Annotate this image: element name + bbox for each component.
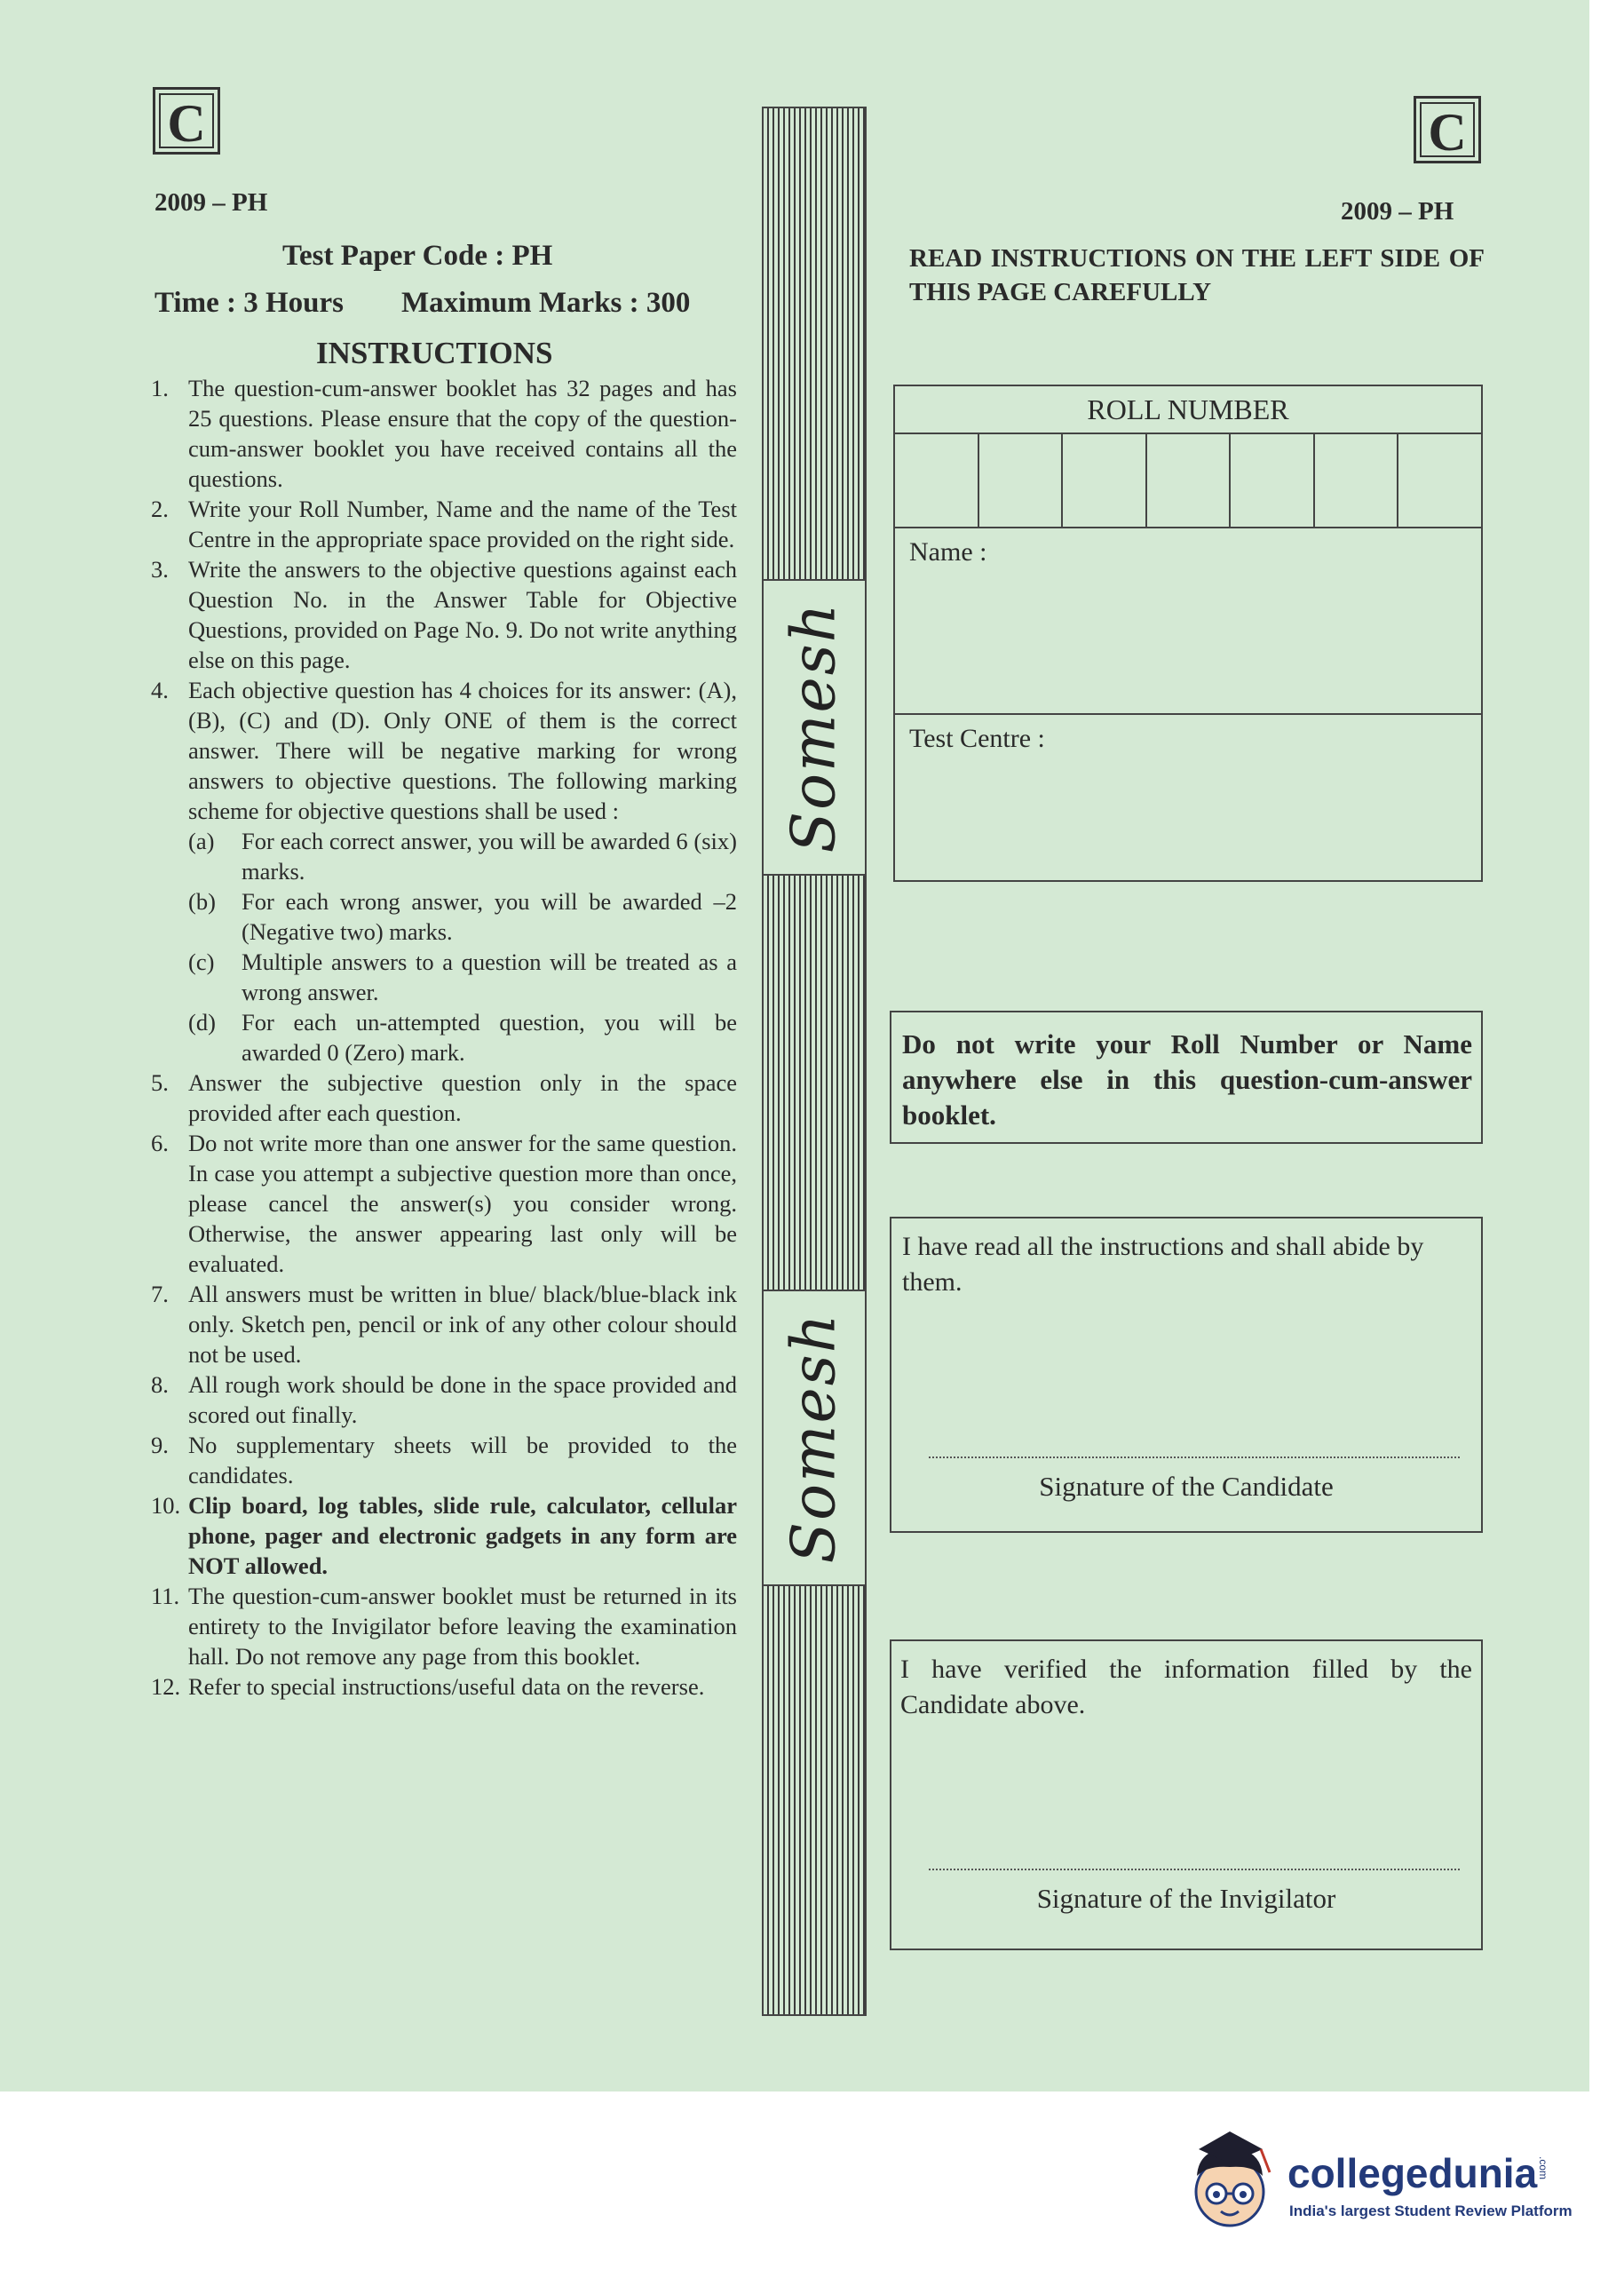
instruction-number: 10. [151,1492,181,1519]
instruction-number: 4. [151,677,169,703]
instruction-number: 8. [151,1371,169,1398]
binding-signature-top: Somesh [779,601,850,853]
time-allowed: Time : 3 Hours [154,287,344,319]
instruction-number: 12. [151,1673,181,1700]
instruction-text: Do not write more than one answer for the same question. In case you attempt a subjective question more than once, please cancel the answer(s) you consider wrong. Otherwise, the answer appearing last only will be evaluated. [188,1130,737,1277]
instruction-item [151,1671,737,1702]
roll-number-cell[interactable] [1398,433,1481,527]
binding-signature-panel [764,579,865,876]
paper-code-right: 2009 – PH [1341,197,1454,226]
test-centre-label: Test Centre : [909,724,1045,753]
instruction-item [151,1128,737,1279]
instructions-column [151,373,737,1702]
instruction-item [151,1581,737,1671]
marking-scheme-label: (a) [188,828,215,854]
instruction-item [151,1490,737,1581]
marking-scheme-label: (d) [188,1009,216,1036]
instruction-item [151,494,737,554]
marking-scheme-label: (b) [188,888,216,915]
candidate-signature-label: Signature of the Candidate [1039,1471,1334,1502]
instruction-number: 2. [151,496,169,522]
paper-set-code-right [1414,96,1481,163]
invigilator-signature-line[interactable] [929,1869,1460,1870]
paper-set-code-left [153,87,220,155]
invigilator-signature-label: Signature of the Invigilator [1036,1883,1336,1914]
instruction-number: 6. [151,1130,169,1156]
instructions-heading: INSTRUCTIONS [316,336,553,370]
marking-scheme-item [188,886,737,947]
instruction-item [151,1068,737,1128]
instruction-text: Write the answers to the objective questions against each Question No. in the Answer Table for Objective Questions, provided on Page No. 9. Do not write anything else on this page. [188,556,737,673]
marking-scheme-text: For each wrong answer, you will be awarded –2 (Negative two) marks. [242,888,737,945]
instruction-item [151,373,737,494]
roll-number-cell[interactable] [979,433,1064,527]
logo-domain: .com [1537,2156,1549,2180]
paper-set-code-left-text: C [167,94,206,153]
instruction-item [151,1430,737,1490]
name-label: Name : [909,537,987,567]
marking-scheme-text: For each correct answer, you will be awarded 6 (six) marks. [242,828,737,885]
maximum-marks: Maximum Marks : 300 [401,287,691,319]
roll-number-cell[interactable] [1231,433,1315,527]
instruction-number: 1. [151,375,169,401]
instruction-text: Each objective question has 4 choices for its answer: (A), (B), (C) and (D). Only ONE of them is the correct answer. There will be negative marking for wrong answers to objective questions. The following marking scheme for objective questions shall be used : [188,677,737,824]
paper-set-code-right-text: C [1428,103,1467,162]
roll-number-label: ROLL NUMBER [895,386,1481,434]
instruction-text: All rough work should be done in the space provided and scored out finally. [188,1371,737,1428]
instruction-item [151,1279,737,1369]
marking-scheme-item [188,1007,737,1068]
instruction-number: 3. [151,556,169,583]
instruction-text: All answers must be written in blue/ black/blue-black ink only. Sketch pen, pencil or ink of any other colour should not be used. [188,1281,737,1368]
binding-signature-panel [764,1290,865,1586]
binding-strip [762,107,867,2016]
roll-number-cell[interactable] [1063,433,1147,527]
candidate-declaration-text: I have read all the instructions and shall abide by them. [902,1232,1424,1297]
student-mascot-icon [1181,2123,1279,2238]
instruction-item [151,554,737,675]
instruction-item [151,675,737,1068]
invigilator-declaration-text: I have verified the information filled by the Candidate above. [900,1655,1472,1719]
marking-scheme-text: For each un-attempted question, you will be awarded 0 (Zero) mark. [242,1009,737,1066]
test-paper-code: Test Paper Code : PH [282,240,553,272]
instruction-text: Answer the subjective question only in the space provided after each question. [188,1069,737,1126]
instruction-item [151,1369,737,1430]
instruction-text: Write your Roll Number, Name and the name of the Test Centre in the appropriate space provided on the right side. [188,496,737,552]
instruction-number: 9. [151,1432,169,1458]
marking-scheme-list [188,826,737,1068]
marking-scheme-item [188,826,737,886]
instruction-number: 7. [151,1281,169,1307]
roll-number-cell[interactable] [1315,433,1399,527]
read-instructions-note: READ INSTRUCTIONS ON THE LEFT SIDE OF THIS PAGE CAREFULLY [909,244,1485,306]
name-field[interactable] [895,527,1481,715]
marking-scheme-item [188,947,737,1007]
paper-code-left: 2009 – PH [154,188,268,217]
instruction-text: Clip board, log tables, slide rule, calculator, cellular phone, pager and electronic gadgets in any form are NOT allowed. [188,1492,737,1579]
candidate-declaration-box [890,1217,1483,1533]
instruction-text: The question-cum-answer booklet must be returned in its entirety to the Invigilator before leaving the examination hall. Do not remove any page from this booklet. [188,1583,737,1670]
logo-tagline: India's largest Student Review Platform [1289,2203,1573,2219]
candidate-signature-line[interactable] [929,1456,1460,1458]
roll-number-cells [895,433,1481,528]
marking-scheme-text: Multiple answers to a question will be treated as a wrong answer. [242,948,737,1005]
instruction-text: No supplementary sheets will be provided to the candidates. [188,1432,737,1488]
instruction-number: 5. [151,1069,169,1096]
test-centre-field[interactable] [895,713,1481,880]
warning-text: Do not write your Roll Number or Name anywhere else in this question-cum-answer booklet. [902,1028,1472,1131]
marking-scheme-label: (c) [188,948,215,975]
roll-number-cell[interactable] [895,433,979,527]
logo-wordmark: collegedunia [1287,2150,1538,2196]
invigilator-declaration-box [890,1639,1483,1950]
binding-signature-bottom: Somesh [779,1312,850,1564]
warning-box [890,1011,1483,1144]
instruction-number: 11. [151,1583,180,1609]
collegedunia-logo[interactable] [1181,2123,1572,2247]
roll-number-cell[interactable] [1147,433,1232,527]
instruction-text: Refer to special instructions/useful data on the reverse. [188,1673,705,1700]
instruction-text: The question-cum-answer booklet has 32 pages and has 25 questions. Please ensure that the copy of the question-cum-answer booklet you have received contains all the questions. [188,375,737,492]
candidate-details-box [893,385,1483,882]
instructions-list [151,373,737,1702]
